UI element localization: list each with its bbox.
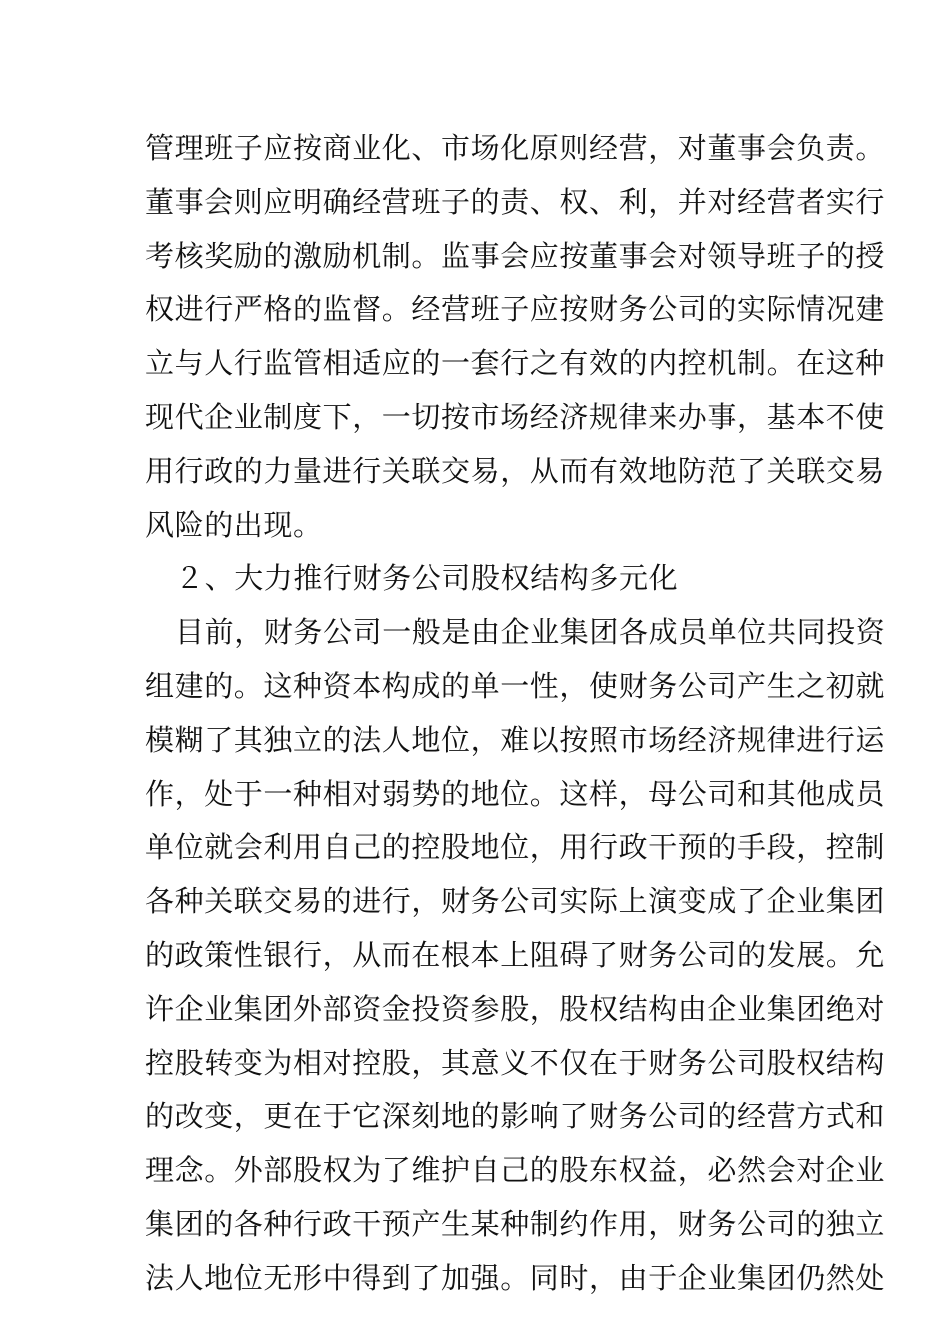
text-line: 目前，财务公司一般是由企业集团各成员单位共同投资: [175, 615, 886, 650]
text-line: 单位就会利用自己的控股地位，用行政干预的手段，控制: [145, 830, 886, 865]
text-line: 许企业集团外部资金投资参股，股权结构由企业集团绝对: [145, 991, 886, 1026]
text-line: 模糊了其独立的法人地位，难以按照市场经济规律进行运: [145, 722, 886, 757]
text-line: 用行政的力量进行关联交易，从而有效地防范了关联交易: [145, 453, 886, 488]
text-line: 法人地位无形中得到了加强。同时，由于企业集团仍然处: [145, 1260, 886, 1295]
text-line: 控股转变为相对控股，其意义不仅在于财务公司股权结构: [145, 1045, 886, 1080]
text-line: 立与人行监管相适应的一套行之有效的内控机制。在这种: [145, 346, 886, 381]
document-body: [145, 122, 886, 1306]
text-line: 集团的各种行政干预产生某种制约作用，财务公司的独立: [145, 1206, 886, 1241]
text-line: 权进行严格的监督。经营班子应按财务公司的实际情况建: [145, 292, 886, 327]
text-line: 风险的出现。: [145, 507, 323, 542]
text-line: 理念。外部股权为了维护自己的股东权益，必然会对企业: [145, 1153, 886, 1188]
text-line: 各种关联交易的进行，财务公司实际上演变成了企业集团: [145, 884, 886, 919]
section-heading: ２、大力推行财务公司股权结构多元化: [175, 561, 679, 596]
text-line: 董事会则应明确经营班子的责、权、利，并对经营者实行: [145, 184, 886, 219]
text-line: 管理班子应按商业化、市场化原则经营，对董事会负责。: [145, 131, 886, 165]
text-line: 组建的。这种资本构成的单一性，使财务公司产生之初就: [145, 668, 886, 703]
text-line: 的政策性银行，从而在根本上阻碍了财务公司的发展。允: [145, 937, 886, 972]
text-line: 考核奖励的激励机制。监事会应按董事会对领导班子的授: [145, 238, 886, 273]
text-line: 现代企业制度下，一切按市场经济规律来办事，基本不使: [145, 399, 886, 434]
text-line: 的改变，更在于它深刻地的影响了财务公司的经营方式和: [145, 1099, 886, 1134]
text-line: 作，处于一种相对弱势的地位。这样，母公司和其他成员: [145, 776, 886, 811]
